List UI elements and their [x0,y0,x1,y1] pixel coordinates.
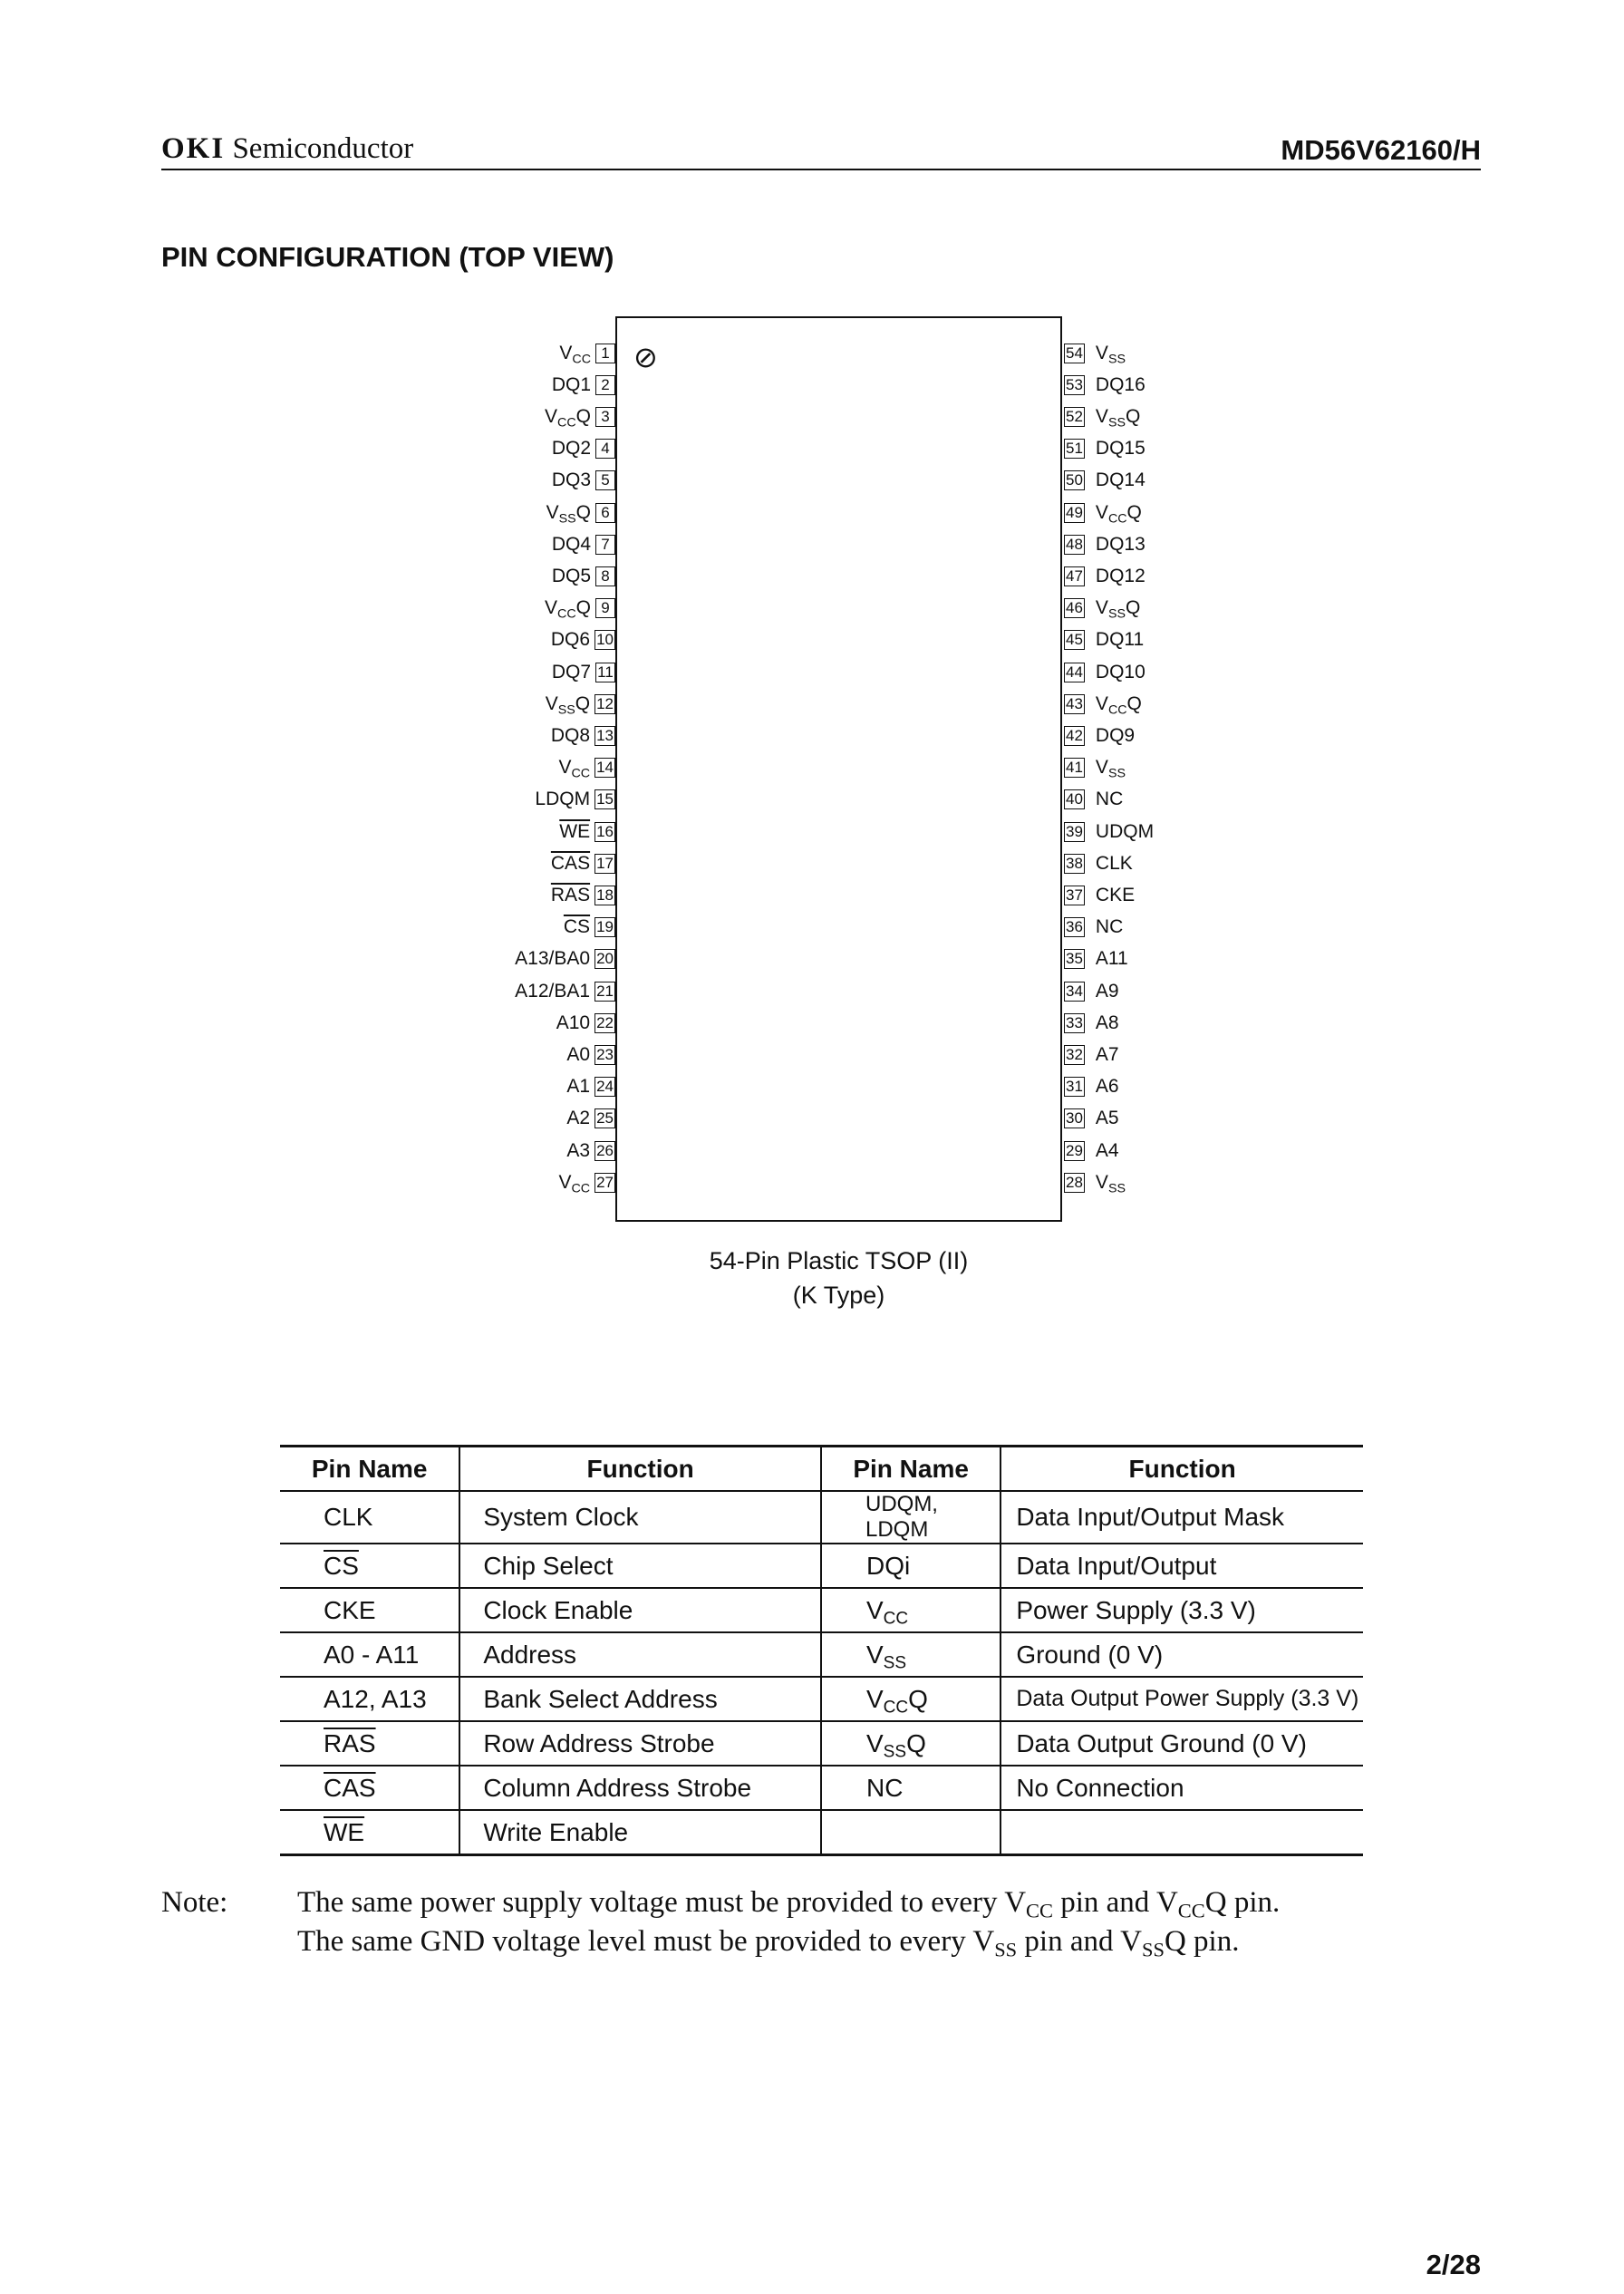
pin-label: A11 [1095,948,1128,970]
pin-left-27 [558,1166,615,1198]
pin-label: $V_{SS}Q$ [546,501,591,526]
pin-number: 11 [595,663,615,682]
pin-label: DQ8 [550,724,591,746]
pin-name-cell: $\overline{RAS}$ [280,1721,459,1766]
pin-label: DQ16 [1095,373,1146,395]
pin-number: 39 [1066,822,1083,840]
pin-label: A6 [1095,1076,1119,1098]
pin-left-6 [546,497,615,528]
pin-name-cell: $V_{SS}$ [821,1632,1000,1677]
pin-right-7 [1064,528,1146,560]
pin-label: $V_{SS}Q$ [545,692,591,717]
pin-number: 28 [1066,1173,1083,1191]
table-row [280,1766,1363,1810]
pin-label: A2 [566,1108,591,1129]
pin-number: 32 [1066,1045,1083,1063]
pin-label: $V_{CC}Q$ [1095,692,1142,717]
pin-number: 52 [1066,407,1083,425]
pin-right-17 [1064,847,1133,879]
pin-label: $V_{CC}$ [558,1171,591,1195]
pin-function-table [280,1445,1363,1856]
pin-number: 47 [1066,566,1083,585]
pin-left-9 [545,593,615,624]
pin-label: A10 [556,1011,591,1033]
pin-right-4 [1064,433,1146,465]
pin-label: $V_{SS}$ [1095,342,1126,366]
header-function-1: Function [459,1447,821,1492]
pin-number: 24 [596,1078,614,1096]
pin-number: 54 [1066,344,1083,362]
pin-right-23 [1064,1039,1119,1070]
pin-number: 23 [596,1045,614,1063]
pin-number: 4 [595,439,615,459]
pin-left-15 [535,784,615,816]
pin-label: DQ15 [1095,438,1146,460]
pin1-orientation-mark: ⊘ [633,341,658,373]
pin-label: A0 [566,1043,591,1065]
pin-left-11 [552,656,615,688]
pin-number: 35 [1066,950,1083,968]
pin-label: $V_{SS}$ [1095,1171,1126,1195]
pin-number: 20 [596,950,614,968]
pin-label: $V_{CC}Q$ [1095,501,1142,526]
pin-label: NC [1095,789,1124,810]
pin-left-1 [559,337,615,369]
pin-number: 8 [595,566,615,586]
pin-number: 13 [596,726,614,744]
pin-label: CKE [1095,884,1136,905]
table-row [280,1588,1363,1632]
pin-label: DQ4 [551,533,591,555]
function-cell: Data Input/Output Mask [1000,1491,1363,1544]
section-title: PIN CONFIGURATION (TOP VIEW) [161,241,614,273]
pin-label: A8 [1095,1011,1119,1033]
pin-name-cell: $\overline{CAS}$ [280,1766,459,1810]
pin-left-23 [566,1039,615,1070]
pin-label: $\overline{RAS}$ [550,884,591,905]
pin-left-18 [551,879,615,911]
pin-number: 17 [596,854,614,872]
pin-right-6 [1064,497,1142,528]
pin-right-15 [1064,784,1123,816]
pin-name-cell: $\overline{CS}$ [280,1544,459,1588]
function-cell [1000,1810,1363,1855]
pin-label: DQ13 [1095,533,1146,555]
pin-right-13 [1064,720,1135,751]
header-function-2: Function [1000,1447,1363,1492]
pin-label: DQ5 [551,565,591,586]
function-cell: Data Output Ground (0 V) [1000,1721,1363,1766]
pin-label: A4 [1095,1139,1119,1161]
pin-number: 50 [1066,471,1083,489]
pin-label: DQ7 [551,661,591,682]
pin-number: 43 [1066,694,1083,712]
pin-label: LDQM [535,789,591,810]
pin-name-cell: $V_{CC}$ [821,1588,1000,1632]
pin-number: 36 [1066,918,1083,936]
pin-left-14 [558,752,615,784]
pin-name-cell: NC [821,1766,1000,1810]
pin-label: DQ12 [1095,565,1146,586]
pin-label: UDQM [1095,820,1155,842]
pin-label: A9 [1095,980,1119,1002]
pin-name-cell: CLK [280,1491,459,1544]
pin-number: 6 [595,503,615,523]
pin-number: 45 [1066,631,1083,649]
function-cell: Bank Select Address [459,1677,821,1721]
pin-left-21 [515,975,615,1007]
pin-label: DQ3 [551,469,591,491]
pin-number: 29 [1066,1141,1083,1159]
pin-right-10 [1064,624,1144,656]
pin-left-22 [556,1007,615,1039]
pin-label: $\overline{CAS}$ [550,852,591,874]
pin-name-cell [821,1810,1000,1855]
pin-number: 7 [595,535,615,555]
function-cell: Data Input/Output [1000,1544,1363,1588]
table-row [280,1677,1363,1721]
header-pin-name-2: Pin Name [821,1447,1000,1492]
pin-left-3 [545,401,615,432]
pin-right-9 [1064,593,1140,624]
pin-number: 1 [595,344,615,363]
table-row [280,1632,1363,1677]
table-row [280,1491,1363,1544]
pin-number: 16 [596,822,614,840]
chip-package-outline [615,316,1062,1222]
pin-left-13 [551,720,615,751]
pin-left-20 [515,944,615,975]
pin-name-cell: UDQM, LDQM [821,1491,1000,1544]
brand-logo: OKI [161,132,226,165]
pin-right-18 [1064,879,1135,911]
pin-label: DQ14 [1095,469,1146,491]
pin-label: $V_{SS}Q$ [1095,405,1141,431]
note-line-1: The same power supply voltage must be provided to every $V_{CC}$ pin and $V_{CC}Q$ pin. [297,1886,1281,1922]
table-row [280,1544,1363,1588]
pin-left-26 [566,1135,615,1166]
pin-right-11 [1064,656,1146,688]
pin-left-19 [564,912,615,944]
table-header-row [280,1447,1363,1492]
pin-number: 27 [596,1173,614,1191]
pin-number: 44 [1066,663,1083,681]
package-caption-line2: (K Type) [792,1282,885,1309]
function-cell: Row Address Strobe [459,1721,821,1766]
pin-number: 21 [596,982,614,1000]
pin-label: $V_{CC}Q$ [545,597,591,622]
pin-number: 15 [596,790,614,808]
pin-right-2 [1064,369,1146,401]
pin-number: 37 [1066,886,1083,904]
pin-right-27 [1064,1166,1126,1198]
pin-number: 34 [1066,982,1083,1000]
function-cell: Write Enable [459,1810,821,1855]
function-cell: System Clock [459,1491,821,1544]
pin-label: DQ2 [551,438,591,460]
pin-right-19 [1064,912,1123,944]
header-brand [161,132,413,166]
pin-label: DQ1 [551,373,591,395]
pin-label: $V_{SS}Q$ [1095,597,1141,622]
function-cell: Clock Enable [459,1588,821,1632]
function-cell: Chip Select [459,1544,821,1588]
pin-label: A3 [566,1139,591,1161]
pin-name-cell: $\overline{WE}$ [280,1810,459,1855]
pin-number: 49 [1066,503,1083,521]
pin-name-cell: CKE [280,1588,459,1632]
page-number: 2/28 [1426,2249,1481,2280]
pin-right-12 [1064,688,1142,720]
pin-left-4 [552,433,615,465]
pin-right-16 [1064,816,1154,847]
pin-label: A5 [1095,1108,1119,1129]
pin-name-cell: DQi [821,1544,1000,1588]
pin-number: 51 [1066,440,1083,458]
pin-number: 18 [596,886,614,904]
pin-left-16 [559,816,615,847]
pin-number: 2 [595,375,615,395]
part-number: MD56V62160/H [1281,134,1481,166]
pin-label: CLK [1095,852,1133,874]
pin-label: DQ9 [1095,724,1136,746]
pin-number: 3 [595,407,615,427]
pin-label: A13/BA0 [515,948,591,970]
pin-number: 41 [1066,759,1083,777]
pin-number: 40 [1066,790,1083,808]
note-line-2: The same GND voltage level must be provided to every $V_{SS}$ pin and $V_{SS}Q$ pin. [297,1925,1240,1961]
pin-name-cell: $V_{SS}Q$ [821,1721,1000,1766]
pin-right-26 [1064,1135,1119,1166]
pin-number: 22 [596,1013,614,1031]
pin-name-cell: A0 - A11 [280,1632,459,1677]
pin-number: 48 [1066,535,1083,553]
pin-right-22 [1064,1007,1119,1039]
pin-label: DQ11 [1095,629,1145,651]
function-cell: No Connection [1000,1766,1363,1810]
note-text [297,1883,1280,1961]
pin-number: 5 [595,470,615,490]
function-cell: Address [459,1632,821,1677]
note-label: Note: [161,1886,228,1919]
pin-right-5 [1064,465,1146,497]
pin-right-8 [1064,560,1146,592]
pin-label: DQ6 [550,629,591,651]
pin-label: A12/BA1 [515,980,591,1002]
pin-label: $\overline{CS}$ [563,916,591,938]
pin-label: A7 [1095,1043,1119,1065]
pin-number: 9 [595,598,615,618]
pin-number: 53 [1066,375,1083,393]
pin-number: 30 [1066,1109,1083,1128]
package-caption [615,1244,1062,1312]
pin-number: 12 [596,694,614,712]
pin-name-cell: $V_{CC}Q$ [821,1677,1000,1721]
pin-number: 19 [596,918,614,936]
pin-left-12 [546,688,615,720]
pin-number: 10 [596,631,614,649]
function-cell: Power Supply (3.3 V) [1000,1588,1363,1632]
pin-right-25 [1064,1103,1119,1135]
pin-number: 38 [1066,854,1083,872]
pin-left-24 [566,1071,615,1103]
pin-left-5 [552,465,615,497]
function-cell: Ground (0 V) [1000,1632,1363,1677]
pin-label: $V_{CC}$ [558,757,591,781]
pin-right-1 [1064,337,1126,369]
pin-left-10 [551,624,615,656]
pin-right-3 [1064,401,1140,432]
pin-label: $V_{CC}$ [559,342,591,366]
pin-number: 31 [1066,1078,1083,1096]
function-cell: Data Output Power Supply (3.3 V) [1000,1677,1363,1721]
pin-right-14 [1064,752,1126,784]
pin-number: 14 [596,759,614,777]
pin-label: A1 [566,1076,591,1098]
table-row [280,1721,1363,1766]
header-rule [161,169,1481,170]
pin-left-17 [551,847,615,879]
brand-division: Semiconductor [232,132,414,165]
pin-left-7 [552,528,615,560]
pin-number: 26 [596,1141,614,1159]
pin-label: $\overline{WE}$ [559,820,591,842]
package-caption-line1: 54-Pin Plastic TSOP (II) [709,1247,969,1274]
pin-label: DQ10 [1095,661,1146,682]
pin-left-2 [552,369,615,401]
pin-name-cell: A12, A13 [280,1677,459,1721]
pin-number: 33 [1066,1013,1083,1031]
pin-number: 46 [1066,599,1083,617]
pin-label: NC [1095,916,1124,938]
pin-right-21 [1064,975,1119,1007]
pin-left-25 [566,1103,615,1135]
pin-label: $V_{CC}Q$ [545,405,591,431]
function-cell: Column Address Strobe [459,1766,821,1810]
table-row [280,1810,1363,1855]
header-pin-name-1: Pin Name [280,1447,459,1492]
pin-label: $V_{SS}$ [1095,757,1126,781]
pin-number: 25 [596,1109,614,1128]
pin-number: 42 [1066,726,1083,744]
pin-right-20 [1064,944,1128,975]
pin-left-8 [552,560,615,592]
pin-right-24 [1064,1071,1119,1103]
